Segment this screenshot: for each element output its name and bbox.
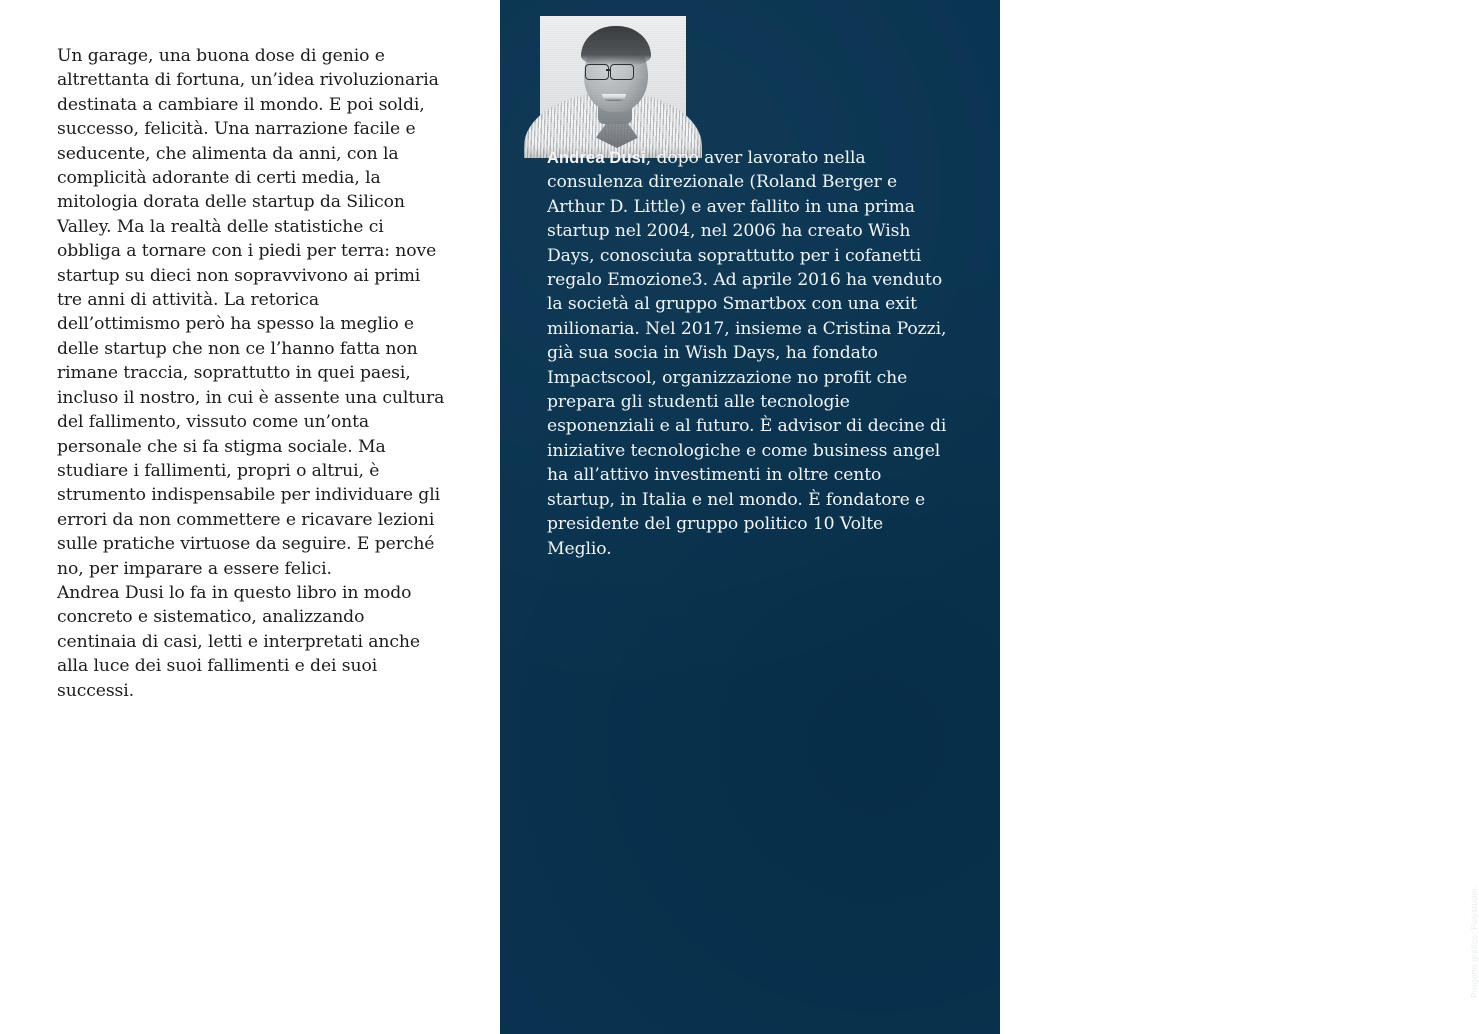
author-bio-paragraph: [547, 146, 947, 561]
giunti-swirl-g-icon: [1047, 930, 1070, 953]
publisher-logo: [1047, 928, 1307, 954]
portrait-smile: [602, 94, 626, 101]
author-biography: [547, 146, 947, 561]
publisher-name: GIUNTI: [1075, 928, 1152, 954]
back-cover-panel: [0, 0, 500, 1034]
publisher-urls: [1047, 970, 1307, 1003]
blurb-paragraph-main: Un garage, una buona dose di genio e altrettanta di fortuna, un’idea rivoluzionaria destinata a cambiare il mondo. E poi soldi, successo, felicità. Una narrazione facile e seducente, che alimenta da anni, con la complicità adorante di certi media, la mitologia dorata delle startup da Silicon Valley. Ma la realtà delle statistiche ci obbliga a tornare con i piedi per terra: nove startup su dieci non sopravvivono ai primi tre anni di attività. La retorica dell’ottimismo però ha spesso la meglio e delle startup che non ce l’hanno fatta non rimane traccia, soprattutto in quei paesi, incluso il nostro, in cui è assente una cultura del fallimento, vissuto come un’onta personale che si fa stigma sociale. Ma studiare i fallimenti, propri o altrui, è strumento indispensabile per individuare gli errori da non commettere e ricavare lezioni sulle pratiche virtuose da seguire. E perché no, per imparare a essere felici.: [57, 46, 445, 579]
blurb-paragraph-closing: Andrea Dusi lo fa in questo libro in modo concreto e sistematico, analizzando centinaia di casi, letti e interpretati anche alla luce dei suoi fallimenti e dei suoi successi.: [57, 582, 420, 701]
author-name: Andrea Dusi: [547, 149, 646, 167]
author-flap-panel: [500, 0, 1479, 1034]
back-cover-blurb: [57, 44, 447, 703]
design-credit: [1455, 878, 1479, 998]
portrait-glasses-bridge: [606, 69, 611, 71]
url-giunti[interactable]: www.giunti.it: [1047, 970, 1142, 985]
author-bio-text: , dopo aver lavorato nella consulenza direzionale (Roland Berger e Arthur D. Little) e aver fallito in una prima startup nel 2004, nel 2006 ha creato Wish Days, conosciuta soprattutto per i cofanetti regalo Emozione3. Ad aprile 2016 ha venduto la società al gruppo Smartbox con una exit milionaria. Nel 2017, insieme a Cristina Pozzi, già sua socia in Wish Days, ha fondato Impactscool, organizzazione no profit che prepara gli studenti alle tecnologie esponenziali e al futuro. È advisor di decine di iniziative tecnologiche e come business angel ha all’attivo investimenti in oltre cento startup, in Italia e nel mondo. È fondatore e presidente del gruppo politico 10 Volte Meglio.: [547, 148, 947, 559]
design-credit-text: Progetto grafico: Polystudio.: [1469, 886, 1479, 998]
portrait-glasses-left-lens: [585, 64, 609, 80]
portrait-glasses-right-lens: [610, 64, 634, 80]
url-bompiani[interactable]: www.bompiani.eu: [1047, 986, 1173, 1002]
author-portrait-photo: [540, 16, 686, 144]
publisher-block: [1047, 928, 1307, 1003]
